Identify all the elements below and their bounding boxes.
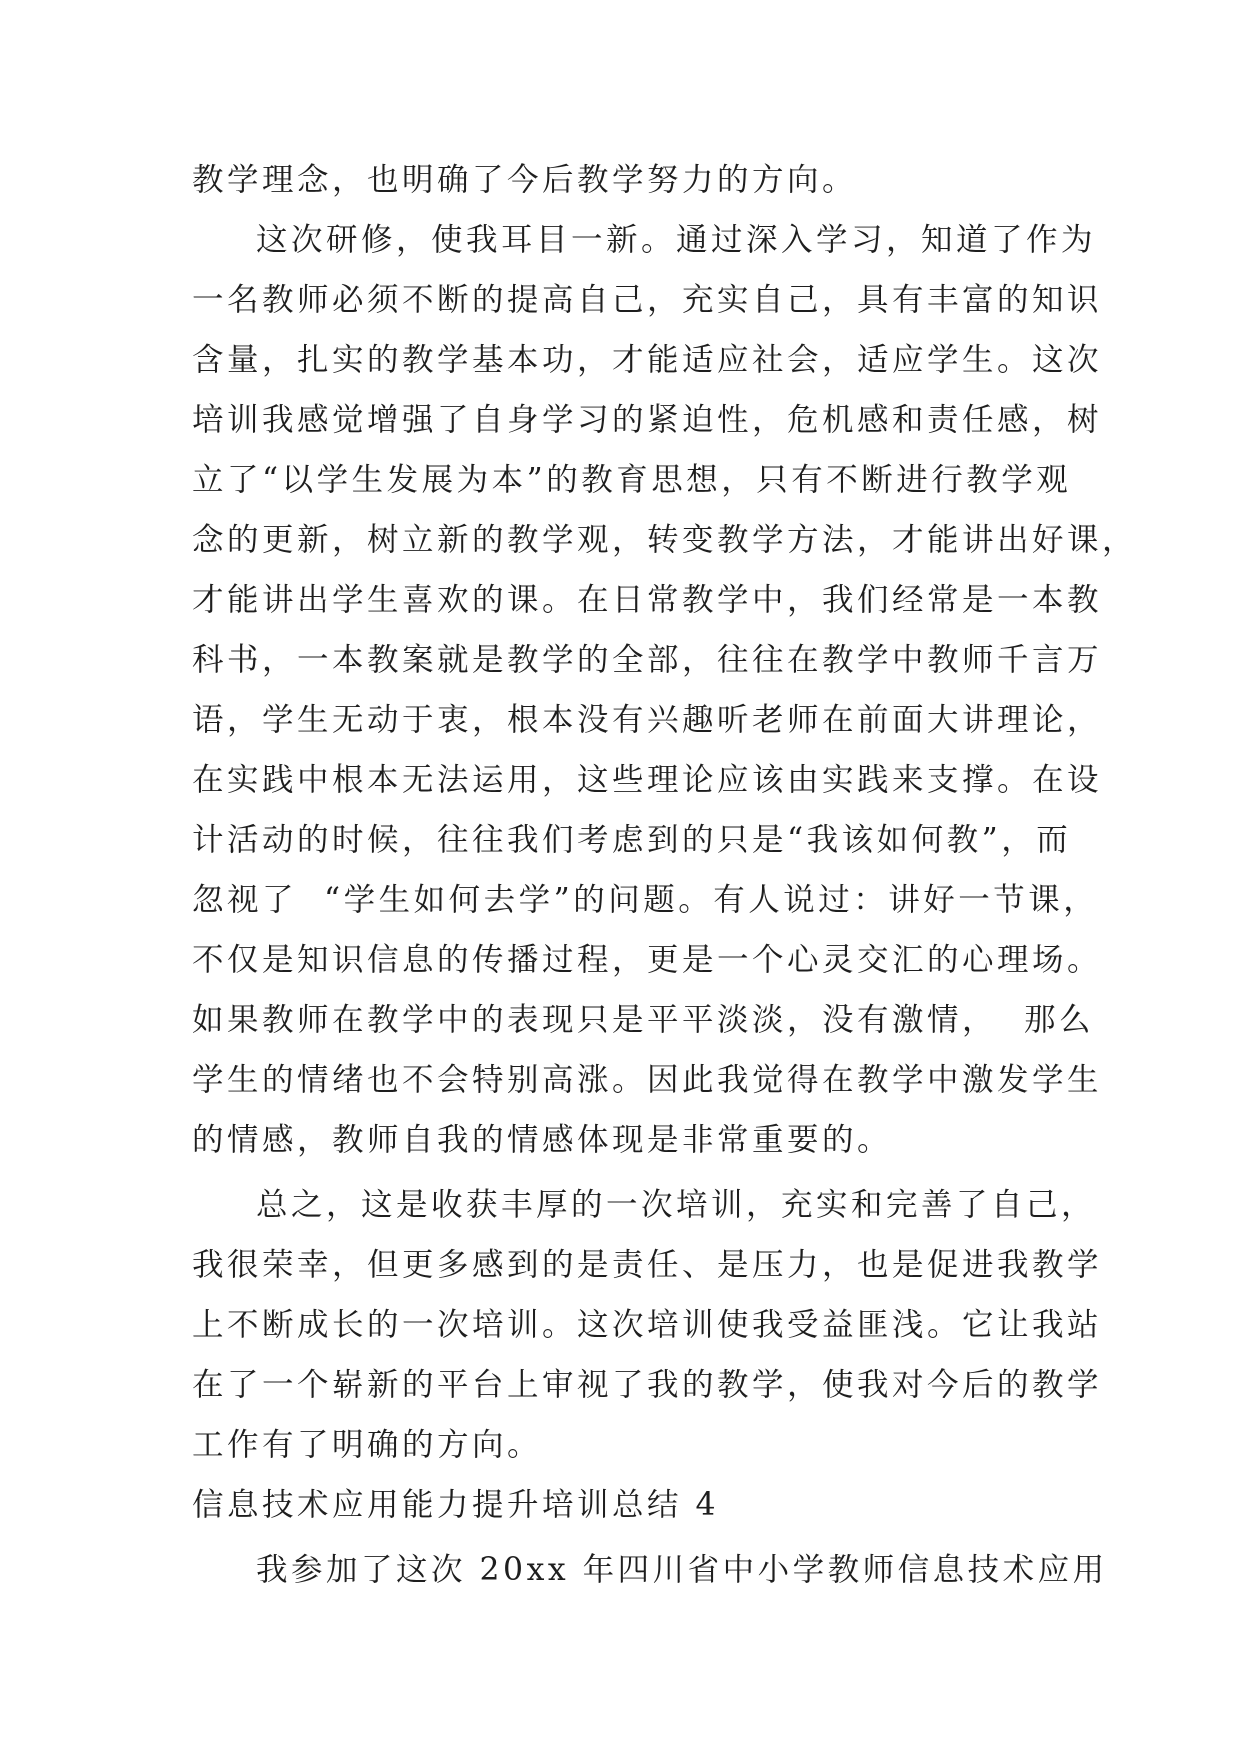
text-line: 学生的情绪也不会特别高涨。因此我觉得在教学中激发学生: [192, 1062, 1103, 1098]
paragraph-start-line: 这次研修，使我耳目一新。通过深入学习，知道了作为: [256, 222, 1097, 258]
paragraph-start-line: 总之，这是收获丰厚的一次培训，充实和完善了自己，: [256, 1187, 1097, 1223]
text-line: 一名教师必须不断的提高自己，充实自己，具有丰富的知识: [192, 282, 1103, 318]
text-line: 培训我感觉增强了自身学习的紧迫性，危机感和责任感，树: [192, 402, 1103, 438]
text-line: 在实践中根本无法运用，这些理论应该由实践来支撑。在设: [192, 762, 1103, 798]
text-line: 上不断成长的一次培训。这次培训使我受益匪浅。它让我站: [192, 1307, 1103, 1343]
section-heading: 信息技术应用能力提升培训总结 4: [192, 1487, 720, 1523]
text-line: 科书，一本教案就是教学的全部，往往在教学中教师千言万: [192, 642, 1103, 678]
text-line: 含量，扎实的教学基本功，才能适应社会，适应学生。这次: [192, 342, 1103, 378]
text-line: 如果教师在教学中的表现只是平平淡淡，没有激情， 那么: [192, 1002, 1095, 1038]
text-line: 不仅是知识信息的传播过程，更是一个心灵交汇的心理场。: [192, 942, 1103, 978]
paragraph-start-line: 我参加了这次 20xx 年四川省中小学教师信息技术应用: [256, 1552, 1108, 1588]
text-line: 立了“以学生发展为本”的教育思想，只有不断进行教学观: [192, 462, 1072, 498]
text-line: 计活动的时候，往往我们考虑到的只是“我该如何教”，而: [192, 822, 1072, 858]
text-line: 在了一个崭新的平台上审视了我的教学，使我对今后的教学: [192, 1367, 1103, 1403]
text-line: 语，学生无动于衷，根本没有兴趣听老师在前面大讲理论，: [192, 702, 1103, 738]
text-line: 工作有了明确的方向。: [192, 1427, 543, 1463]
text-line: 我很荣幸，但更多感到的是责任、是压力，也是促进我教学: [192, 1247, 1103, 1283]
text-line: 念的更新，树立新的教学观，转变教学方法，才能讲出好课，: [192, 522, 1138, 558]
text-line: 的情感，教师自我的情感体现是非常重要的。: [192, 1122, 893, 1158]
text-line: 教学理念，也明确了今后教学努力的方向。: [192, 162, 858, 198]
text-line: 才能讲出学生喜欢的课。在日常教学中，我们经常是一本教: [192, 582, 1103, 618]
text-line: 忽视了 “学生如何去学”的问题。有人说过：讲好一节课，: [192, 882, 1099, 918]
